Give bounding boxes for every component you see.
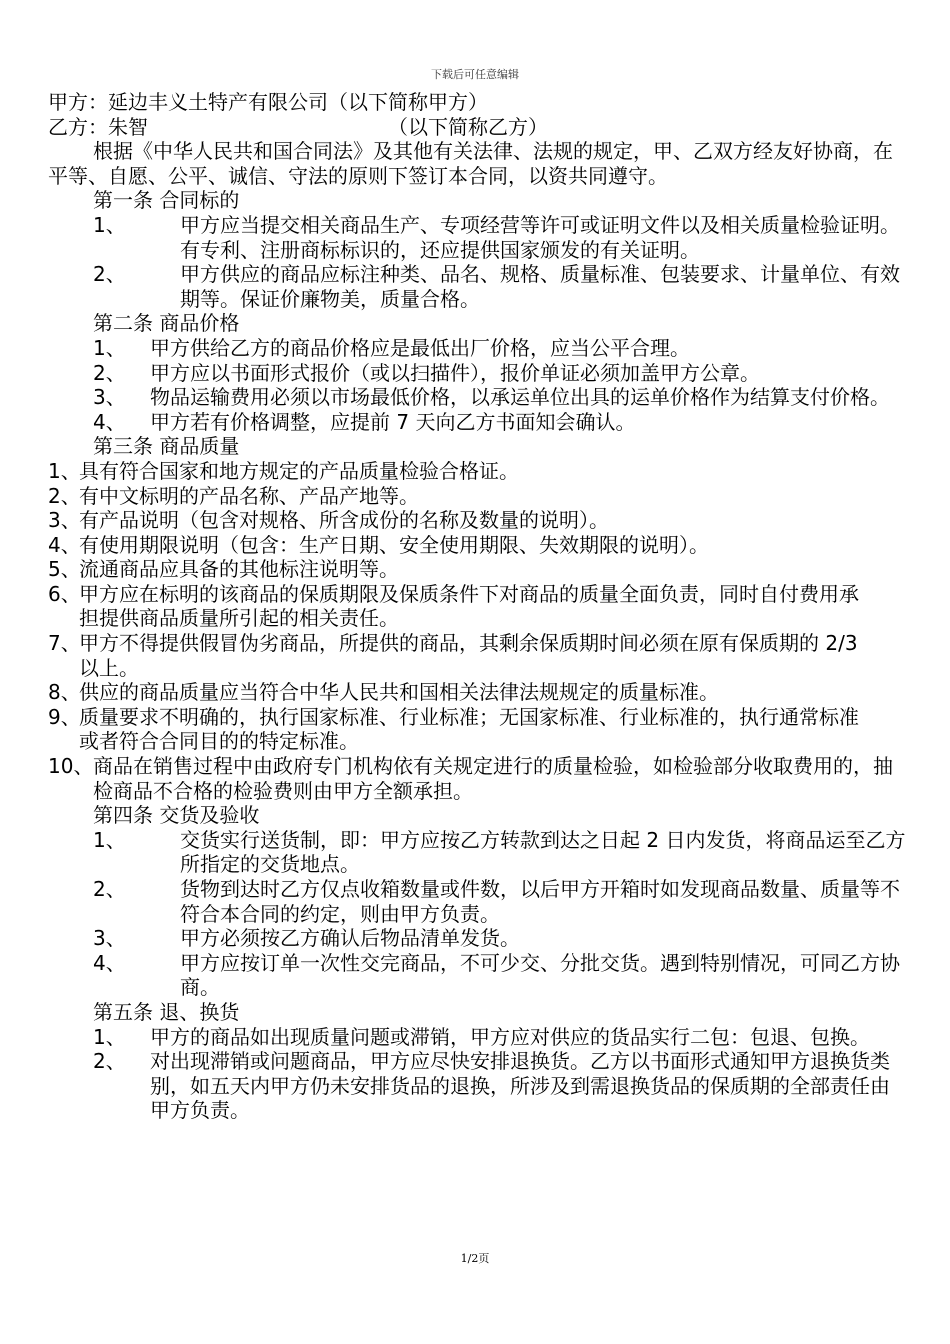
- article-3-title: 第三条 商品质量: [93, 434, 240, 459]
- list-item: [48, 1049, 908, 1123]
- item-text: 交货实行送货制，即：甲方应按乙方转款到达之日起 2 日内发货，将商品运至乙方所指定的交货地点。: [180, 827, 906, 877]
- item-number: 4、: [93, 950, 126, 975]
- list-item: [48, 951, 908, 1000]
- item-number: 1、: [93, 827, 126, 852]
- item-number: 1、: [93, 335, 126, 360]
- item-number: 3、: [93, 385, 126, 410]
- item-text: 对出现滞销或问题商品，甲方应尽快安排退换货。乙方以书面形式通知甲方退换货类别，如五天内甲方仍未安排货品的退换，所涉及到需退换货品的保质期的全部责任由甲方负责。: [150, 1049, 890, 1123]
- item-text: 有中文标明的产品名称、产品产地等。: [79, 483, 419, 508]
- party-b: [48, 115, 908, 140]
- list-item: [48, 484, 908, 509]
- article-4-title: 第四条 交货及验收: [93, 803, 260, 828]
- list-item: [48, 361, 908, 386]
- page-number: 1/2页: [460, 1252, 490, 1265]
- party-b-name: 乙方：朱智: [48, 114, 148, 139]
- list-item: [48, 385, 908, 410]
- list-item: [48, 754, 908, 803]
- item-number: 1、: [48, 458, 81, 483]
- list-item: [48, 1025, 908, 1050]
- item-number: 1、: [93, 212, 126, 237]
- list-item: [48, 680, 908, 705]
- party-a: 甲方：延边丰义土特产有限公司（以下简称甲方）: [48, 90, 488, 114]
- item-text: 甲方不得提供假冒伪劣商品，所提供的商品，其剩余保质期时间必须在原有保质期的 2/3 以上。: [79, 631, 858, 680]
- item-number: 4、: [93, 409, 126, 434]
- item-text: 甲方应在标明的该商品的保质期限及保质条件下对商品的质量全面负责，同时自付费用承担提供商品质量所引起的相关责任。: [79, 581, 859, 631]
- item-text: 物品运输费用必须以市场最低价格，以承运单位出具的运单价格作为结算支付价格。: [150, 385, 890, 410]
- list-item: [48, 557, 908, 582]
- contract-body: [48, 90, 908, 1123]
- list-item: [48, 828, 908, 877]
- article-2-title: 第二条 商品价格: [93, 311, 240, 336]
- preamble: 根据《中华人民共和国合同法》及其他有关法律、法规的规定，甲、乙双方经友好协商，在平等、自愿、公平、诚信、守法的原则下签订本合同，以资共同遵守。: [48, 139, 893, 188]
- list-item: [48, 877, 908, 926]
- item-number: 2、: [93, 360, 126, 385]
- item-text: 货物到达时乙方仅点收箱数量或件数，以后甲方开箱时如发现商品数量、质量等不符合本合同的约定，则由甲方负责。: [180, 877, 900, 926]
- item-text: 商品在销售过程中由政府专门机构依有关规定进行的质量检验，如检验部分收取费用的，抽检商品不合格的检验费则由甲方全额承担。: [93, 754, 893, 803]
- item-text: 甲方必须按乙方确认后物品清单发货。: [180, 926, 520, 951]
- header-note: 下载后可任意编辑: [431, 68, 519, 81]
- item-text: 甲方的商品如出现质量问题或滞销，甲方应对供应的货品实行二包：包退、包换。: [150, 1024, 870, 1049]
- list-item: [48, 582, 908, 631]
- list-item: [48, 631, 908, 680]
- item-text: 甲方应以书面形式报价（或以扫描件），报价单证必须加盖甲方公章。: [150, 360, 760, 385]
- item-number: 7、: [48, 631, 81, 656]
- list-item: [48, 459, 908, 484]
- item-text: 供应的商品质量应当符合中华人民共和国相关法律法规规定的质量标准。: [79, 680, 719, 705]
- item-number: 3、: [48, 508, 81, 533]
- item-number: 1、: [93, 1024, 126, 1049]
- party-b-suffix: （以下简称乙方）: [388, 114, 548, 139]
- item-text: 流通商品应具备的其他标注说明等。: [79, 557, 399, 582]
- item-number: 2、: [93, 262, 126, 287]
- item-text: 甲方应当提交相关商品生产、专项经营等许可或证明文件以及相关质量检验证明。有专利、注册商标标识的，还应提供国家颁发的有关证明。: [180, 212, 900, 262]
- item-text: 有使用期限说明（包含：生产日期、安全使用期限、失效期限的说明）。: [79, 532, 709, 557]
- item-number: 5、: [48, 557, 81, 582]
- list-item: [48, 508, 908, 533]
- item-text: 质量要求不明确的，执行国家标准、行业标准；无国家标准、行业标准的，执行通常标准或者符合合同目的的特定标准。: [79, 704, 859, 754]
- item-number: 3、: [93, 926, 126, 951]
- item-number: 2、: [93, 877, 126, 901]
- item-number: 2、: [48, 483, 81, 508]
- item-text: 具有符合国家和地方规定的产品质量检验合格证。: [79, 458, 519, 483]
- item-number: 2、: [93, 1049, 126, 1074]
- list-item: [48, 262, 908, 311]
- item-number: 8、: [48, 680, 81, 705]
- item-text: 甲方应按订单一次性交完商品，不可少交、分批交货。遇到特别情况，可同乙方协商。: [180, 950, 900, 1000]
- item-text: 甲方供应的商品应标注种类、品名、规格、质量标准、包装要求、计量单位、有效期等。保证价廉物美，质量合格。: [180, 262, 900, 311]
- item-number: 10、: [48, 754, 94, 779]
- item-number: 6、: [48, 581, 81, 606]
- item-text: 有产品说明（包含对规格、所含成份的名称及数量的说明）。: [79, 508, 609, 533]
- list-item: [48, 213, 908, 262]
- list-item: [48, 410, 908, 435]
- item-number: 9、: [48, 704, 81, 729]
- article-1-title: 第一条 合同标的: [93, 188, 240, 213]
- list-item: [48, 533, 908, 558]
- list-item: [48, 336, 908, 361]
- item-number: 4、: [48, 532, 81, 557]
- item-text: 甲方供给乙方的商品价格应是最低出厂价格，应当公平合理。: [150, 335, 690, 360]
- article-5-title: 第五条 退、换货: [93, 999, 240, 1024]
- list-item: [48, 705, 908, 754]
- list-item: [48, 926, 908, 951]
- item-text: 甲方若有价格调整，应提前 7 天向乙方书面知会确认。: [150, 409, 636, 434]
